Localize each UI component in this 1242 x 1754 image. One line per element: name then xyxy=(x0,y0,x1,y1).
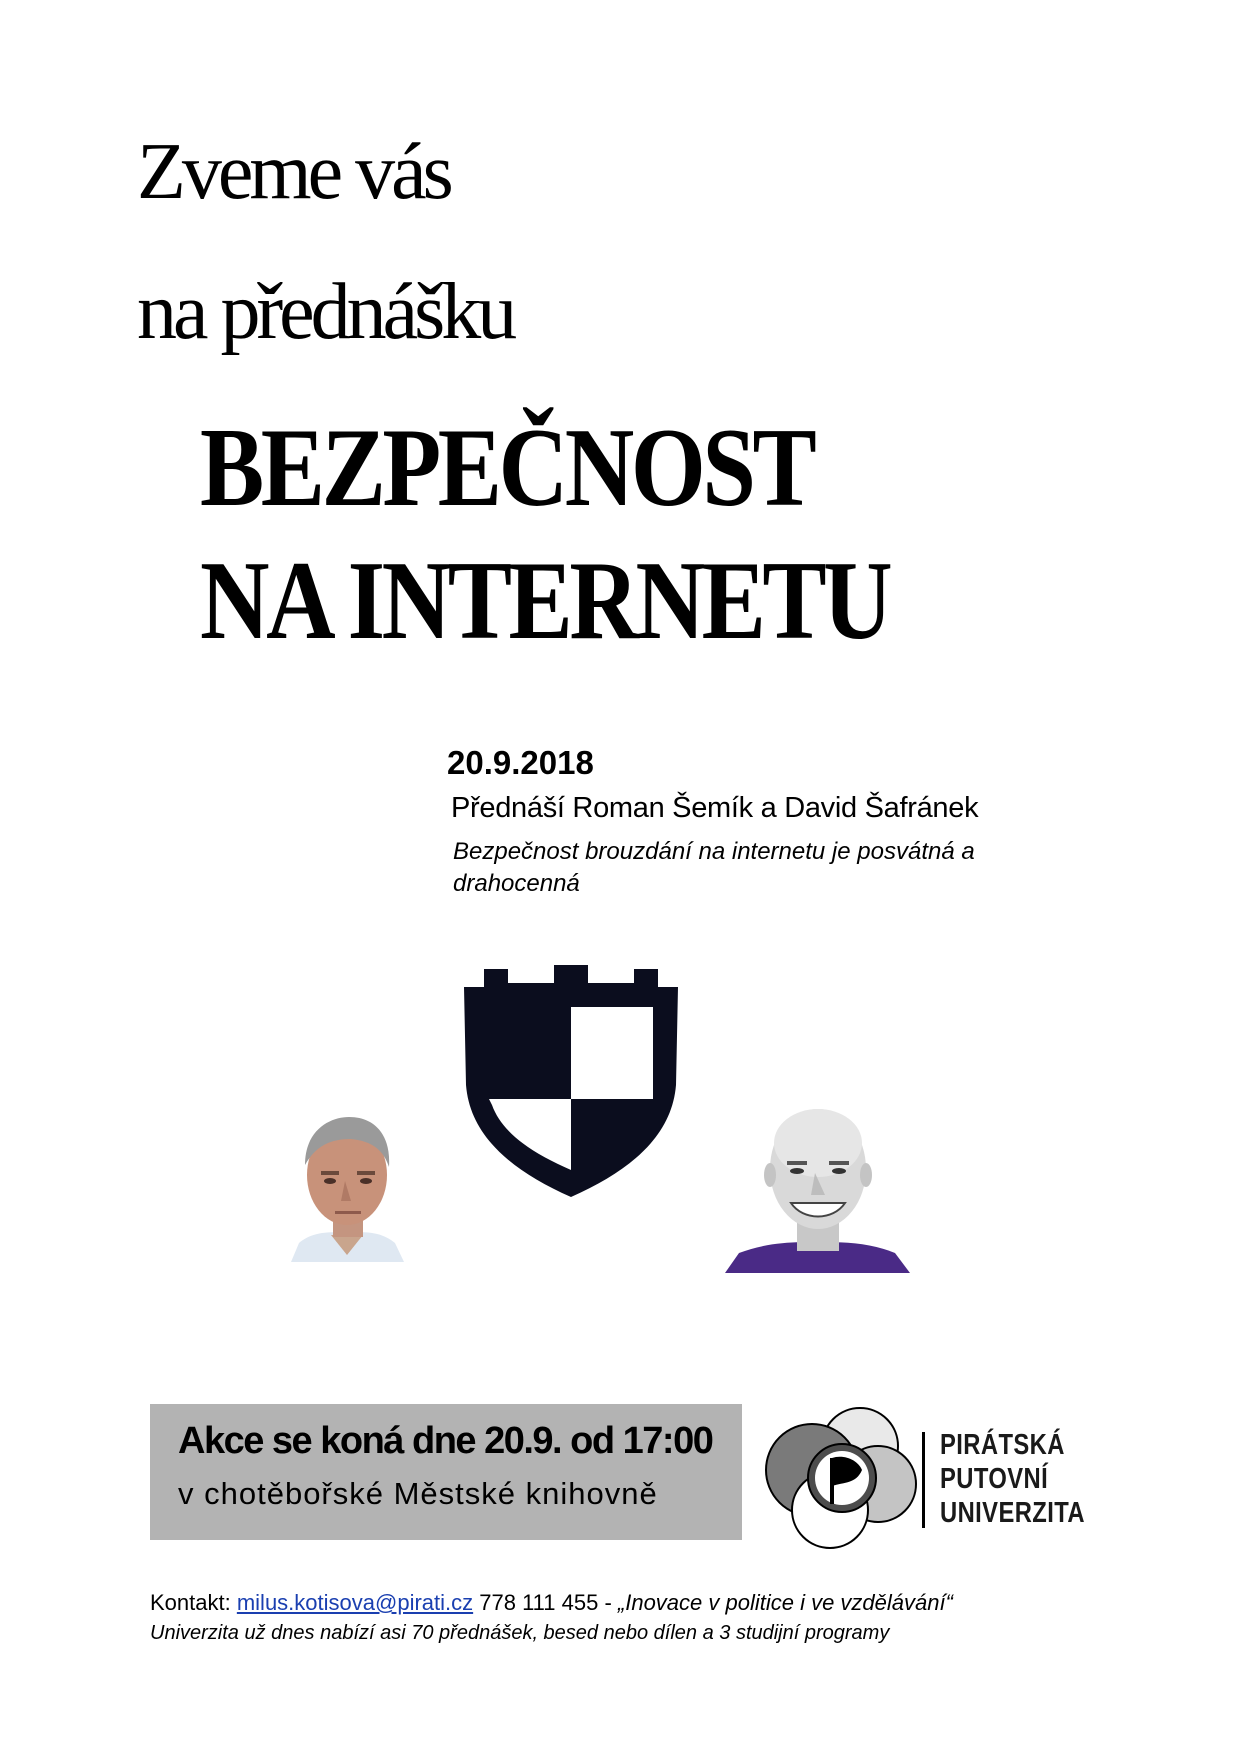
event-date: 20.9.2018 xyxy=(447,744,594,781)
headline-line-1: BEZPEČNOST xyxy=(200,406,814,530)
contact-line xyxy=(150,1590,953,1616)
shield-icon xyxy=(462,965,680,1197)
event-info-box xyxy=(150,1404,742,1540)
speaker-photo-david xyxy=(725,1103,910,1273)
invite-line-2: na přednášku xyxy=(137,268,514,356)
tagline: Bezpečnost brouzdání na internetu je posvátná a drahocenná xyxy=(453,838,975,897)
headline-line-2: NA INTERNETU xyxy=(200,539,890,663)
speaker-photo-roman xyxy=(291,1115,404,1262)
logo-line-2: PUTOVNÍ xyxy=(940,1463,1049,1495)
speakers-line: Přednáší Roman Šemík a David Šafránek xyxy=(451,792,979,824)
contact-motto: „Inovace v politice i ve vzdělávání“ xyxy=(617,1590,953,1615)
contact-email-link[interactable]: milus.kotisova@pirati.cz xyxy=(236,1590,474,1615)
invite-line-1: Zveme vás xyxy=(137,128,450,216)
logo-divider xyxy=(922,1432,925,1528)
logo-wordmark xyxy=(940,1428,1085,1530)
event-time: Akce se koná dne 20.9. od 17:00 xyxy=(178,1420,713,1462)
contact-phone: 778 111 455 - xyxy=(473,1590,618,1615)
logo-line-1: PIRÁTSKÁ xyxy=(940,1429,1065,1461)
pirate-flag-circles-icon xyxy=(760,1406,920,1551)
footer-note: Univerzita už dnes nabízí asi 70 přednášek, besed nebo dílen a 3 studijní programy xyxy=(150,1622,890,1644)
contact-label: Kontakt: xyxy=(150,1590,237,1615)
event-location: v chotěbořské Městské knihovně xyxy=(178,1476,658,1511)
logo-line-3: UNIVERZITA xyxy=(940,1497,1086,1529)
